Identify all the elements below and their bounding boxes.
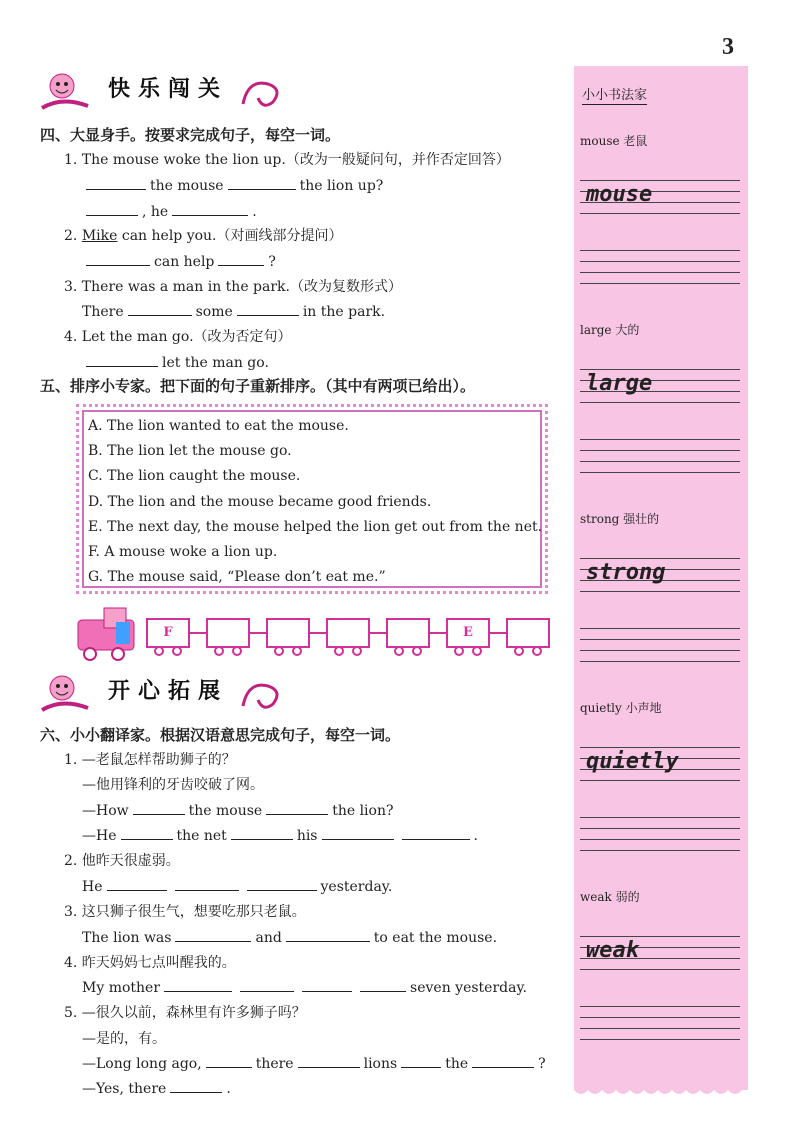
answer-blank[interactable] <box>286 927 370 942</box>
train-car-answer-box[interactable] <box>266 618 310 648</box>
train-engine-icon <box>74 606 140 662</box>
answer-blank[interactable] <box>247 876 317 891</box>
practice-writing-lines[interactable] <box>580 817 740 861</box>
answer-blank[interactable] <box>86 352 158 367</box>
train-wheel-icon <box>352 646 362 656</box>
q6-5-en1: —Long long ago, there lions the ? <box>82 1053 546 1072</box>
practice-writing-lines[interactable] <box>580 250 740 294</box>
train-wheel-icon <box>292 646 302 656</box>
order-item-b: B. The lion let the mouse go. <box>88 443 292 459</box>
train-wheel-icon <box>514 646 524 656</box>
q6-2-cn: 2. 他昨天很虚弱。 <box>64 853 180 869</box>
train-wheel-icon <box>454 646 464 656</box>
answer-blank[interactable] <box>401 1053 441 1068</box>
answer-blank[interactable] <box>402 825 470 840</box>
model-word-handwriting: weak <box>586 938 639 963</box>
train-wheel-icon <box>274 646 284 656</box>
train-car-answer-box[interactable] <box>326 618 370 648</box>
page-number: 3 <box>722 34 734 60</box>
answer-blank[interactable] <box>164 977 232 992</box>
train-coupler <box>490 632 506 634</box>
answer-blank[interactable] <box>86 201 138 216</box>
q4-4-prompt: 4. Let the man go.（改为否定句） <box>64 329 292 345</box>
cartoon-mascot-icon <box>38 672 98 714</box>
train-coupler <box>310 632 326 634</box>
word-label: strong 强壮的 <box>580 512 660 526</box>
model-word-handwriting: mouse <box>586 182 653 207</box>
train-wheel-icon <box>214 646 224 656</box>
swirl-ornament-icon <box>238 676 288 712</box>
q6-1-en1: —How the mouse the lion? <box>82 800 394 819</box>
train-wheel-icon <box>172 646 182 656</box>
train-car-answer-box[interactable]: F <box>146 618 190 648</box>
sidebar-wavy-edge <box>574 1084 748 1098</box>
section6-heading: 六、小小翻译家。根据汉语意思完成句子，每空一词。 <box>40 726 401 744</box>
answer-blank[interactable] <box>322 825 394 840</box>
q6-1-en2: —He the net his . <box>82 825 478 844</box>
answer-blank[interactable] <box>360 977 406 992</box>
answer-blank[interactable] <box>218 251 264 266</box>
order-item-d: D. The lion and the mouse became good friends. <box>88 494 432 510</box>
answer-blank[interactable] <box>86 175 146 190</box>
answer-blank[interactable] <box>302 977 352 992</box>
q6-1-cn1: 1. —老鼠怎样帮助狮子的？ <box>64 752 236 768</box>
train-wheel-icon <box>472 646 482 656</box>
train-car-answer-box[interactable] <box>506 618 550 648</box>
answer-blank[interactable] <box>133 800 185 815</box>
train-coupler <box>190 632 206 634</box>
answer-blank[interactable] <box>472 1053 534 1068</box>
answer-blank[interactable] <box>172 201 248 216</box>
q4-1-prompt: 1. The mouse woke the lion up.（改为一般疑问句，并作否定回答） <box>64 152 510 168</box>
section5-heading: 五、排序小专家。把下面的句子重新排序。（其中有两项已给出）。 <box>40 377 476 395</box>
section4-heading: 四、大显身手。按要求完成句子，每空一词。 <box>40 126 341 144</box>
order-item-g: G. The mouse said, “Please don’t eat me.” <box>88 569 386 585</box>
order-item-f: F. A mouse woke a lion up. <box>88 544 278 560</box>
q6-3-en: The lion was and to eat the mouse. <box>82 927 497 946</box>
q4-2-prompt: 2. Mike can help you.（对画线部分提问） <box>64 228 343 244</box>
word-label: large 大的 <box>580 323 640 337</box>
train-wheel-icon <box>334 646 344 656</box>
answer-blank[interactable] <box>175 927 251 942</box>
answer-blank[interactable] <box>206 1053 252 1068</box>
answer-blank[interactable] <box>128 301 192 316</box>
answer-blank[interactable] <box>228 175 296 190</box>
q6-3-cn: 3. 这只狮子很生气，想要吃那只老鼠。 <box>64 904 306 920</box>
word-label: quietly 小声地 <box>580 701 662 715</box>
answer-blank[interactable] <box>266 800 328 815</box>
q6-5-cn1: 5. —很久以前，森林里有许多狮子吗？ <box>64 1005 306 1021</box>
section-banner-expand <box>38 672 288 712</box>
answer-blank[interactable] <box>175 876 239 891</box>
order-item-e: E. The next day, the mouse helped the lion get out from the net. <box>88 519 543 535</box>
train-coupler <box>370 632 386 634</box>
train-wheel-icon <box>394 646 404 656</box>
answer-blank[interactable] <box>170 1078 222 1093</box>
train-car-answer-box[interactable] <box>206 618 250 648</box>
q6-5-en2: —Yes, there . <box>82 1078 231 1097</box>
q4-3-prompt: 3. There was a man in the park.（改为复数形式） <box>64 279 402 295</box>
word-label: mouse 老鼠 <box>580 134 648 148</box>
cartoon-mascot-icon <box>38 70 98 112</box>
q6-4-en: My mother seven yesterday. <box>82 977 527 996</box>
word-label: weak 弱的 <box>580 890 640 904</box>
q6-1-cn2: —他用锋利的牙齿咬破了网。 <box>82 777 264 793</box>
train-car-answer-box[interactable] <box>386 618 430 648</box>
sidebar-title: 小小书法家 <box>582 84 647 105</box>
model-word-handwriting: strong <box>586 560 666 585</box>
answer-blank[interactable] <box>298 1053 360 1068</box>
q6-2-en: He yesterday. <box>82 876 392 895</box>
answer-blank[interactable] <box>237 301 299 316</box>
order-item-a: A. The lion wanted to eat the mouse. <box>88 418 349 434</box>
answer-blank[interactable] <box>121 825 173 840</box>
answer-blank[interactable] <box>107 876 167 891</box>
q4-1-line2: , he . <box>82 201 257 220</box>
q4-4-line1: let the man go. <box>82 352 269 371</box>
order-item-c: C. The lion caught the mouse. <box>88 468 301 484</box>
q6-5-cn2: —是的，有。 <box>82 1031 166 1047</box>
train-car-answer-box[interactable]: E <box>446 618 490 648</box>
practice-writing-lines[interactable] <box>580 628 740 672</box>
q4-2-line1: can help ? <box>82 251 276 270</box>
q4-1-line1: the mouse the lion up? <box>82 175 383 194</box>
model-word-handwriting: quietly <box>586 749 679 774</box>
train-wheel-icon <box>232 646 242 656</box>
banner-title: 快乐闯关 <box>108 77 229 102</box>
train-coupler <box>250 632 266 634</box>
train-wheel-icon <box>412 646 422 656</box>
train-wheel-icon <box>532 646 542 656</box>
answer-blank[interactable] <box>240 977 294 992</box>
train-wheel-icon <box>154 646 164 656</box>
practice-writing-lines[interactable] <box>580 439 740 483</box>
banner-title: 开心拓展 <box>108 679 229 704</box>
answer-blank[interactable] <box>86 251 150 266</box>
model-word-handwriting: large <box>586 371 653 396</box>
section-banner-happy <box>38 70 288 110</box>
q6-4-cn: 4. 昨天妈妈七点叫醒我的。 <box>64 955 236 971</box>
swirl-ornament-icon <box>238 74 288 110</box>
q4-3-line1: There some in the park. <box>82 301 385 320</box>
practice-writing-lines[interactable] <box>580 1006 740 1050</box>
answer-blank[interactable] <box>231 825 293 840</box>
train-coupler <box>430 632 446 634</box>
